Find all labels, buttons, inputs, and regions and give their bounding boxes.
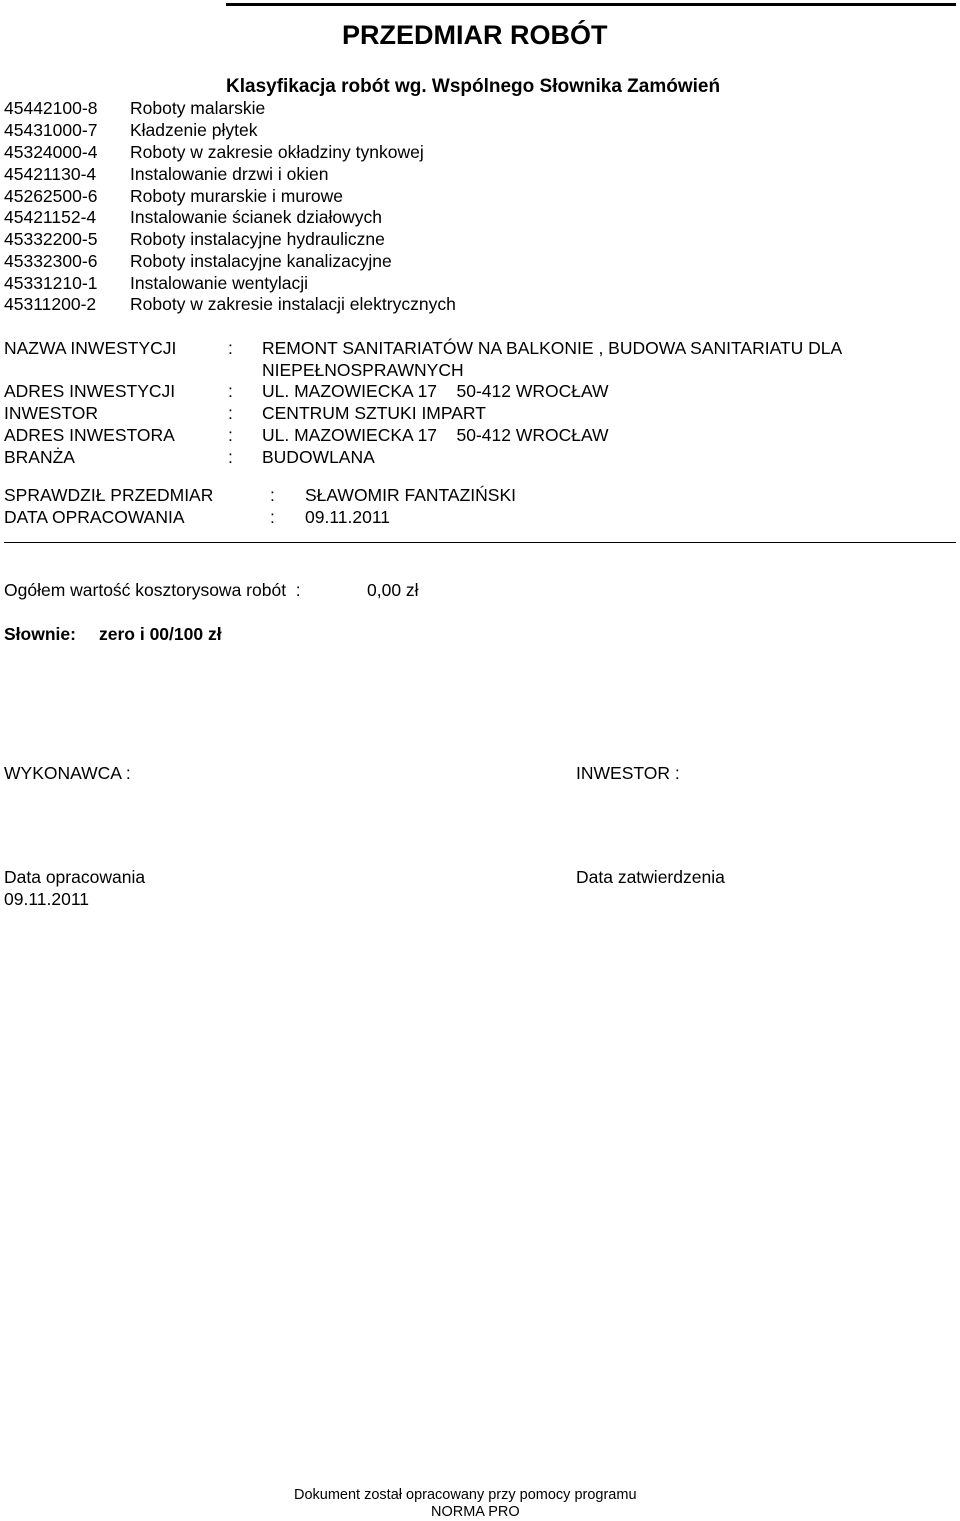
investor-value: CENTRUM SZTUKI IMPART <box>262 403 486 423</box>
section-divider <box>4 542 956 543</box>
colon: : <box>228 338 233 358</box>
cpv-code: 45332200-5 <box>4 229 98 249</box>
cpv-item <box>4 164 328 185</box>
cpv-item <box>4 273 308 294</box>
investor-signature-label: INWESTOR : <box>576 763 680 783</box>
cpv-label: Instalowanie drzwi i okien <box>130 164 329 184</box>
checked-by-label: SPRAWDZIŁ PRZEDMIAR <box>4 485 214 505</box>
words-label: Słownie: <box>4 624 76 644</box>
colon: : <box>228 381 233 401</box>
project-name-label: NAZWA INWESTYCJI <box>4 338 177 358</box>
investor-address-label: ADRES INWESTORA <box>4 425 175 445</box>
project-address-label: ADRES INWESTYCJI <box>4 381 176 401</box>
cpv-code: 45442100-8 <box>4 98 98 118</box>
cpv-item <box>4 294 456 315</box>
investor-label: INWESTOR <box>4 403 98 423</box>
footer-note: Dokument został opracowany przy pomocy programu <box>294 1487 637 1503</box>
cpv-label: Instalowanie wentylacji <box>130 273 309 293</box>
project-name-value-cont: NIEPEŁNOSPRAWNYCH <box>262 360 464 380</box>
cpv-item <box>4 142 424 163</box>
checked-by-value: SŁAWOMIR FANTAZIŃSKI <box>305 485 516 505</box>
colon: : <box>270 507 275 527</box>
project-address-value: UL. MAZOWIECKA 17 50-412 WROCŁAW <box>262 381 609 401</box>
cpv-code: 45311200-2 <box>4 294 97 314</box>
colon: : <box>228 447 233 467</box>
colon: : <box>228 403 233 423</box>
cpv-label: Roboty instalacyjne kanalizacyjne <box>130 251 392 271</box>
cpv-item <box>4 186 343 207</box>
cpv-item <box>4 229 385 250</box>
cpv-code: 45331210-1 <box>4 273 98 293</box>
cpv-code: 45421130-4 <box>4 164 97 184</box>
branch-value: BUDOWLANA <box>262 447 375 467</box>
branch-label: BRANŻA <box>4 447 75 467</box>
cpv-code: 45262500-6 <box>4 186 98 206</box>
cpv-item <box>4 207 382 228</box>
project-name-value: REMONT SANITARIATÓW NA BALKONIE , BUDOWA SANITARIATU DLA <box>262 338 843 358</box>
prepared-date-value: 09.11.2011 <box>4 889 89 909</box>
total-label: Ogółem wartość kosztorysowa robót : <box>4 580 301 600</box>
date-value: 09.11.2011 <box>305 507 390 527</box>
colon: : <box>270 485 275 505</box>
cpv-code: 45332300-6 <box>4 251 98 271</box>
cpv-code: 45324000-4 <box>4 142 98 162</box>
cpv-item <box>4 251 392 272</box>
investor-address-value: UL. MAZOWIECKA 17 50-412 WROCŁAW <box>262 425 609 445</box>
header-rule <box>226 3 956 6</box>
total-value: 0,00 zł <box>367 580 419 600</box>
cpv-code: 45431000-7 <box>4 120 98 140</box>
colon: : <box>228 425 233 445</box>
words-value: zero i 00/100 zł <box>99 624 222 644</box>
cpv-item <box>4 120 257 141</box>
approved-date-label: Data zatwierdzenia <box>576 867 725 887</box>
cpv-item <box>4 98 265 119</box>
cpv-label: Kładzenie płytek <box>130 120 258 140</box>
cpv-label: Roboty murarskie i murowe <box>130 186 343 206</box>
cpv-label: Roboty instalacyjne hydrauliczne <box>130 229 385 249</box>
prepared-date-label: Data opracowania <box>4 867 146 887</box>
classification-heading: Klasyfikacja robót wg. Wspólnego Słownika Zamówień <box>226 76 721 97</box>
cpv-code: 45421152-4 <box>4 207 97 227</box>
cpv-label: Roboty w zakresie instalacji elektrycznych <box>130 294 456 314</box>
footer-program-name: NORMA PRO <box>431 1504 520 1520</box>
contractor-signature-label: WYKONAWCA : <box>4 763 131 783</box>
cpv-label: Roboty w zakresie okładziny tynkowej <box>130 142 424 162</box>
cpv-label: Roboty malarskie <box>130 98 266 118</box>
page-title: PRZEDMIAR ROBÓT <box>342 20 608 50</box>
date-label: DATA OPRACOWANIA <box>4 507 185 527</box>
cpv-label: Instalowanie ścianek działowych <box>130 207 382 227</box>
